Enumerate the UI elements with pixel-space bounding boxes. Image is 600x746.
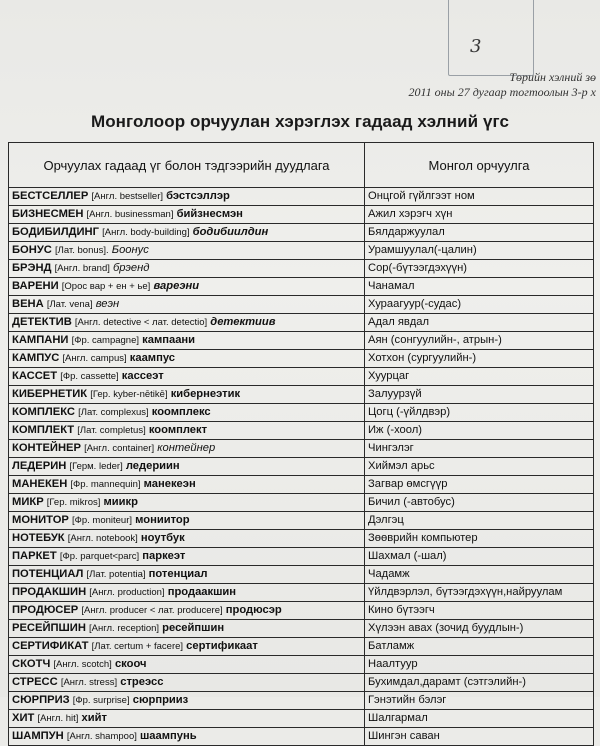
table-row [9,494,594,512]
table-row [9,458,594,476]
table-row [9,422,594,440]
etymology: [Лат. completus] [77,425,146,436]
term-word: ВЕНА [12,298,44,310]
table-row [9,350,594,368]
pronunciation: продюсэр [225,604,282,616]
etymology: [Фр. mannequin] [70,479,141,490]
term-word: КОМПЛЕКТ [12,424,75,436]
translation-cell: Залуурзүй [365,386,594,404]
term-word: БОНУС [12,244,52,256]
etymology: [Англ. campus] [62,353,127,364]
pronunciation: бэстсэллэр [166,190,230,202]
translation-cell: Кино бүтээгч [365,602,594,620]
pronunciation: вареэни [153,280,200,292]
table-row [9,656,594,674]
etymology: [Фр. surprise] [72,695,130,706]
etymology: [Фр. campagne] [71,335,140,346]
foreign-word-cell [9,512,365,530]
pronunciation: миикр [103,496,138,508]
translation-cell: Хураагуур(-судас) [365,296,594,314]
pronunciation: потенциал [148,568,208,580]
etymology: [Фр. moniteur] [71,515,133,526]
foreign-word-cell [9,404,365,422]
table-row [9,638,594,656]
translation-cell: Гэнэтийн бэлэг [365,692,594,710]
foreign-word-cell [9,692,365,710]
term-word: ВАРЕНИ [12,280,59,292]
etymology: [Англ. hit] [37,713,79,724]
translation-cell: Хүлээн авах (зочид буудлын-) [365,620,594,638]
foreign-word-cell [9,242,365,260]
translation-cell: Шингэн саван [365,728,594,746]
foreign-word-cell [9,386,365,404]
etymology: [Англ. scotch] [53,659,112,670]
term-word: КАМПУС [12,352,60,364]
translation-cell: Хиймэл арьс [365,458,594,476]
etymology: [Фр. cassette] [60,371,119,382]
foreign-word-cell [9,620,365,638]
column-header-translation: Монгол орчуулга [365,143,594,188]
foreign-word-cell [9,548,365,566]
etymology: [Англ. detective < лат. detectio] [74,317,208,328]
table-row [9,188,594,206]
pronunciation: стреэсс [120,676,164,688]
etymology: [Англ. container] [84,443,155,454]
pronunciation: ледериин [125,460,180,472]
translation-cell: Хуурцаг [365,368,594,386]
foreign-word-cell [9,602,365,620]
term-word: ШАМПУН [12,730,64,742]
pronunciation: кампаани [142,334,196,346]
term-word: КАССЕТ [12,370,58,382]
foreign-word-cell [9,314,365,332]
etymology: [Лат. complexus] [78,407,149,418]
table-row [9,548,594,566]
etymology: [Англ. production] [89,587,165,598]
foreign-word-cell [9,224,365,242]
table-row [9,260,594,278]
table-row [9,404,594,422]
pronunciation: мониитор [135,514,190,526]
term-word: БОДИБИЛДИНГ [12,226,99,238]
translation-cell: Шахмал (-шал) [365,548,594,566]
translation-cell: Урамшуулал(-цалин) [365,242,594,260]
foreign-word-cell [9,494,365,512]
term-word: МАНЕКЕН [12,478,68,490]
term-word: КОМПЛЕКС [12,406,75,418]
term-word: БЕСТСЕЛЛЕР [12,190,89,202]
pronunciation: скооч [114,658,147,670]
etymology: [Англ. bestseller] [91,191,164,202]
table-row [9,476,594,494]
table-row [9,530,594,548]
translation-cell: Хотхон (сургуулийн-) [365,350,594,368]
term-word: РЕСЕЙПШИН [12,622,86,634]
etymology: [Герм. leder] [69,461,123,472]
etymology: [Англ. shampoo] [66,731,137,742]
foreign-word-cell [9,332,365,350]
foreign-word-cell [9,440,365,458]
term-word: ЛЕДЕРИН [12,460,67,472]
table-row [9,332,594,350]
term-word: СТРЕСС [12,676,58,688]
translation-cell: Бялдаржуулал [365,224,594,242]
pronunciation: сертификаат [186,640,258,652]
pronunciation: детектиив [210,316,276,328]
foreign-word-cell [9,458,365,476]
table-row [9,512,594,530]
foreign-word-cell [9,260,365,278]
translation-cell: Чингэлэг [365,440,594,458]
translation-cell: Ажил хэрэгч хүн [365,206,594,224]
translation-cell: Бичил (-автобус) [365,494,594,512]
pronunciation: бийзнесмэн [176,208,243,220]
pronunciation: паркеэт [142,550,186,562]
table-row [9,386,594,404]
etymology: [Лат. vena] [46,299,93,310]
term-word: ПРОДЮСЕР [12,604,79,616]
etymology: [Гер. kyber-nētikē] [90,389,168,400]
translation-cell: Зөөврийн компьютер [365,530,594,548]
stamp-handwritten-mark: 3 [470,36,482,57]
translation-cell: Дэлгэц [365,512,594,530]
foreign-word-cell [9,368,365,386]
etymology: [Фр. parquet<parc] [59,551,140,562]
pronunciation: контейнер [157,442,216,454]
term-word: БРЭНД [12,262,52,274]
pronunciation: бодибиилдин [192,226,269,238]
etymology: [Лат. potentia] [86,569,146,580]
term-word: ХИТ [12,712,35,724]
term-word: ПОТЕНЦИАЛ [12,568,84,580]
table-row [9,602,594,620]
table-row [9,368,594,386]
table-row [9,710,594,728]
table-row [9,242,594,260]
translation-cell: Адал явдал [365,314,594,332]
foreign-word-cell [9,584,365,602]
table-row [9,278,594,296]
etymology: [Англ. stress] [60,677,118,688]
table-row [9,314,594,332]
translation-cell: Цогц (-үйлдвэр) [365,404,594,422]
translation-cell: Үйлдвэрлэл, бүтээгдэхүүн,найруулам [365,584,594,602]
table-row [9,728,594,746]
table-row [9,566,594,584]
pronunciation: хийт [81,712,108,724]
foreign-word-cell [9,566,365,584]
term-word: КОНТЕЙНЕР [12,442,81,454]
etymology: [Гер. mikros] [46,497,101,508]
pronunciation: шаампунь [139,730,197,742]
column-header-foreign-word: Орчуулах гадаад үг болон тэдгээрийн дуудлага [9,143,365,188]
foreign-word-cell [9,638,365,656]
foreign-word-cell [9,710,365,728]
term-word: ПРОДАКШИН [12,586,87,598]
translation-cell: Батламж [365,638,594,656]
translation-cell: Шалгармал [365,710,594,728]
pronunciation: сюрприиз [132,694,189,706]
pronunciation: кассеэт [121,370,164,382]
translation-cell: Наалтуур [365,656,594,674]
table-row [9,224,594,242]
term-word: КИБЕРНЕТИК [12,388,88,400]
etymology: [Англ. producer < лат. producere] [81,605,223,616]
pronunciation: веэн [95,298,120,310]
glossary-table [8,142,594,746]
etymology: [Англ. businessman] [86,209,174,220]
table-row [9,440,594,458]
stamp-frame [448,0,534,76]
foreign-word-cell [9,350,365,368]
foreign-word-cell [9,476,365,494]
table-row [9,296,594,314]
foreign-word-cell [9,278,365,296]
table-header-row [9,143,594,188]
pronunciation: Боонус [111,244,149,256]
etymology: [Лат. certum + facere] [91,641,184,652]
translation-cell: Онцгой гүйлгээт ном [365,188,594,206]
translation-cell: Чадамж [365,566,594,584]
pronunciation: продаакшин [167,586,237,598]
table-body [9,188,594,746]
term-word: СЕРТИФИКАТ [12,640,89,652]
table-row [9,206,594,224]
etymology: [Орос вар + ен + ье] [61,281,151,292]
pronunciation: ноутбук [140,532,185,544]
term-word: НОТЕБУК [12,532,65,544]
table-row [9,584,594,602]
pronunciation: каампус [129,352,175,364]
table-row [9,620,594,638]
foreign-word-cell [9,530,365,548]
translation-cell: Аян (сонгуулийн-, атрын-) [365,332,594,350]
pronunciation: манекеэн [143,478,196,490]
header-note [409,70,600,100]
header-note-line2: 2011 оны 27 дугаар тогтоолын 3-р х [408,85,596,99]
foreign-word-cell [9,188,365,206]
header-note-line1: Төрийн хэлний зө [509,70,596,84]
term-word: МОНИТОР [12,514,69,526]
term-word: МИКР [12,496,44,508]
term-word: СКОТЧ [12,658,51,670]
foreign-word-cell [9,206,365,224]
translation-cell: Загвар өмсгүүр [365,476,594,494]
translation-cell: Сор(-бүтээгдэхүүн) [365,260,594,278]
foreign-word-cell [9,674,365,692]
foreign-word-cell [9,728,365,746]
etymology: [Англ. body-building] [102,227,190,238]
term-word: ДЕТЕКТИВ [12,316,72,328]
foreign-word-cell [9,422,365,440]
table-row [9,692,594,710]
translation-cell: Бухимдал,дарамт (сэтгэлийн-) [365,674,594,692]
pronunciation: ресейпшин [162,622,225,634]
pronunciation: коомплект [148,424,208,436]
document-title: Монголоор орчуулан хэрэглэх гадаад хэлний үгс [90,112,510,131]
term-word: СЮРПРИЗ [12,694,70,706]
pronunciation: коомплекс [151,406,211,418]
pronunciation: кибернеэтик [170,388,241,400]
etymology: [Лат. bonus]. [54,245,109,256]
term-word: БИЗНЕСМЕН [12,208,84,220]
etymology: [Англ. notebook] [67,533,138,544]
pronunciation: брэенд [112,262,150,274]
foreign-word-cell [9,296,365,314]
term-word: ПАРКЕТ [12,550,57,562]
translation-cell: Иж (-хоол) [365,422,594,440]
term-word: КАМПАНИ [12,334,69,346]
etymology: [Англ. brand] [54,263,110,274]
etymology: [Англ. reception] [89,623,160,634]
table-row [9,674,594,692]
translation-cell: Чанамал [365,278,594,296]
foreign-word-cell [9,656,365,674]
